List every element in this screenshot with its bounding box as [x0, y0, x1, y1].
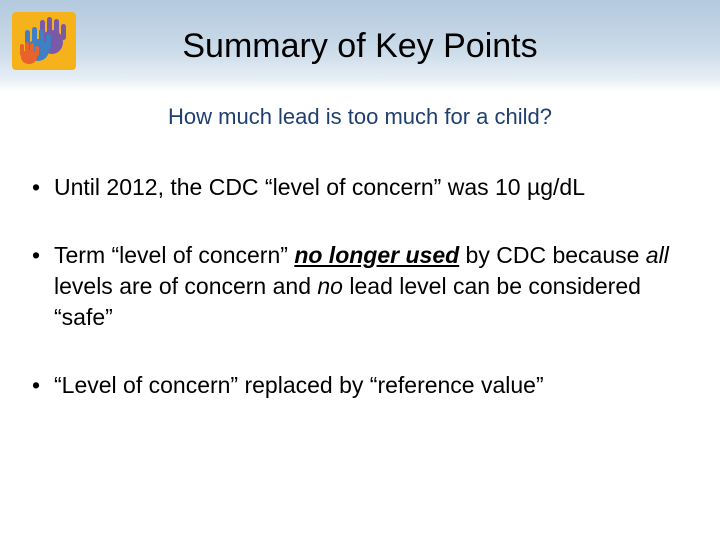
bullet-text: “Level of concern” replaced by “reference value”	[54, 372, 544, 398]
bullet-marker: •	[32, 174, 41, 200]
bullet-marker: •	[32, 242, 41, 268]
slide-subtitle: How much lead is too much for a child?	[168, 104, 552, 129]
bullet-list	[24, 172, 704, 438]
title-bar	[0, 0, 720, 92]
bullet-text-part: lead level can be considered “safe”	[54, 273, 641, 330]
bullet-text: Until 2012, the CDC “level of concern” was 10 µg/dL	[54, 174, 586, 200]
child-hands-logo-icon	[12, 12, 76, 70]
emphasis-all: all	[645, 242, 669, 268]
bullet-marker: •	[32, 372, 41, 398]
bullet-item-no-longer-used	[24, 240, 704, 333]
bullet-text-part: levels are of concern and	[54, 273, 318, 299]
emphasis-no: no	[317, 273, 343, 299]
bullet-text-part: Term “level of concern”	[54, 242, 295, 268]
bullet-text-part: by CDC because	[459, 242, 646, 268]
slide-title: Summary of Key Points	[182, 27, 538, 65]
emphasis-no-longer-used: no longer used	[294, 242, 460, 268]
bullet-item-reference-value	[24, 370, 704, 401]
bullet-item-level-of-concern	[24, 172, 704, 203]
